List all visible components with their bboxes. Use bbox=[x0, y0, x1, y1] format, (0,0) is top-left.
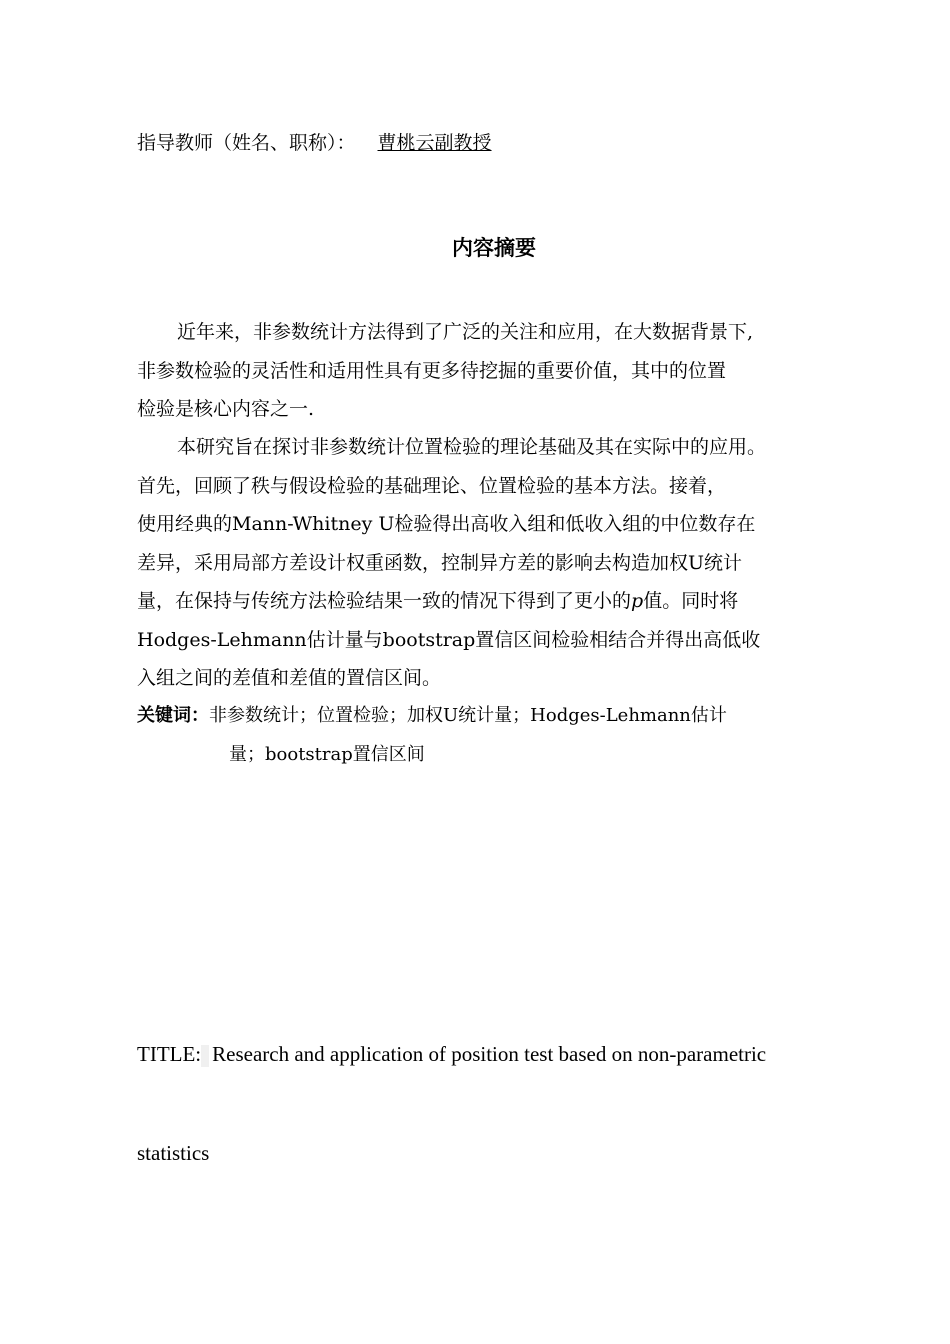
keywords-block bbox=[137, 697, 857, 774]
english-title-label: TITLE: bbox=[137, 1042, 202, 1066]
paragraph-line: 入组之间的差值和差值的置信区间。 bbox=[137, 667, 442, 689]
abstract-paragraph-2 bbox=[137, 428, 867, 698]
advisor-line bbox=[137, 128, 498, 155]
keywords-line-2: 量；bootstrap置信区间 bbox=[229, 743, 425, 765]
paragraph-line: 使用经典的Mann-Whitney U检验得出高收入组和低收入组的中位数存在 bbox=[137, 513, 756, 535]
english-title-text: Research and application of position test based on non-parametric bbox=[212, 1042, 767, 1066]
abstract-paragraph-1 bbox=[137, 313, 867, 429]
p-value-symbol: p bbox=[631, 590, 644, 612]
paragraph-line: 检验是核心内容之一. bbox=[137, 398, 315, 420]
keywords-text: 非参数统计；位置检验；加权U统计量；Hodges-Lehmann估计 bbox=[209, 705, 727, 726]
paragraph-line: 首先，回顾了秩与假设检验的基础理论、位置检验的基本方法。接着， bbox=[137, 474, 727, 497]
paragraph-line: 差异，采用局部方差设计权重函数，控制异方差的影响去构造加权U统计 bbox=[137, 551, 743, 574]
paragraph-line-with-pvalue bbox=[137, 582, 867, 621]
paragraph-text: 值。同时将 bbox=[643, 590, 739, 612]
advisor-value: 曹桃云副教授 bbox=[377, 132, 492, 154]
abstract-heading: 内容摘要 bbox=[452, 236, 536, 260]
paragraph-line: 本研究旨在探讨非参数统计位置检验的理论基础及其在实际中的应用。 bbox=[177, 436, 767, 458]
keywords-label: 关键词： bbox=[137, 705, 209, 726]
advisor-label: 指导教师（姓名、职称）： bbox=[137, 132, 356, 154]
paragraph-line: 近年来，非参数统计方法得到了广泛的关注和应用，在大数据背景下, bbox=[177, 321, 754, 343]
paragraph-line: 非参数检验的灵活性和适用性具有更多待挖掘的重要价值，其中的位置 bbox=[137, 359, 727, 382]
title-separator bbox=[201, 1045, 209, 1067]
english-title-line-1 bbox=[137, 1042, 766, 1067]
paragraph-text: 量，在保持与传统方法检验结果一致的情况下得到了更小的 bbox=[137, 590, 632, 612]
paragraph-line: Hodges-Lehmann估计量与bootstrap置信区间检验相结合并得出高低收 bbox=[137, 628, 761, 651]
english-title-line-2: statistics bbox=[137, 1141, 210, 1165]
keywords-line-1 bbox=[137, 705, 727, 726]
